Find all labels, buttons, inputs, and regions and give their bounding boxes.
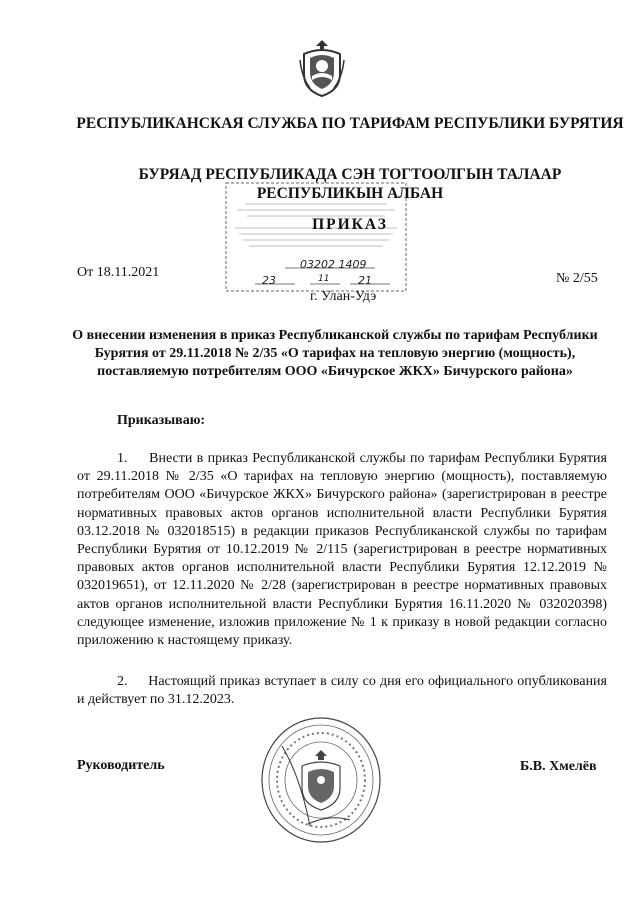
coat-of-arms-icon xyxy=(298,38,346,98)
document-city: г. Улан-Удэ xyxy=(310,289,377,304)
paragraph-2: 2. Настоящий приказ вступает в силу со дня его официального опубликования и действует по 31.12.2023. xyxy=(77,674,607,708)
stamp-reg-number: 03202 1409 xyxy=(300,258,367,271)
order-word: Приказываю: xyxy=(117,413,206,428)
document-type: ПРИКАЗ xyxy=(312,216,388,233)
paragraph-1: 1. Внести в приказ Республиканской службы по тарифам Республики Бурятия от 29.11.2018 № 2/35 «О тарифах на тепловую энергию (мощность), поставляемую потребителям ООО «Бичурское ЖКХ» Бичурского района» (зарегистрирован в реестре нормативных правовых актов органов исполнительной власти Республики Бурятия 03.12.2018 № 032018515) в редакции приказов Республиканской службы по тарифам Республики Бурятия от 10.12.2019 № 2/115 (зарегистрирован в реестре нормативных правовых актов органов исполнительной власти Республики Бурятия 12.12.2019 № 032019651), от 12.11.2020 № 2/28 (зарегистрирован в реестре нормативных правовых актов органов исполнительной власти Республики Бурятия 16.11.2020 № 032020398) следующее изменение, изложив приложение № 1 к приказу в новой редакции согласно приложению к настоящему приказу. xyxy=(77,451,607,649)
signatory-position: Руководитель xyxy=(77,758,165,773)
stamp-year: 21 xyxy=(358,274,372,287)
signatory-name: Б.В. Хмелёв xyxy=(520,759,597,774)
stamp-month: 11 xyxy=(318,274,330,284)
document-date: От 18.11.2021 xyxy=(77,265,160,280)
organization-name-ru: РЕСПУБЛИКАНСКАЯ СЛУЖБА ПО ТАРИФАМ РЕСПУБЛИКИ БУРЯТИЯ xyxy=(76,115,624,132)
document-number: № 2/55 xyxy=(556,271,598,286)
stamp-day: 23 xyxy=(262,274,276,287)
organization-name-bua: БУРЯАД РЕСПУБЛИКАДА СЭН ТОГТООЛГЫН ТАЛААР РЕСПУБЛИКЫН АЛБАН xyxy=(138,166,562,202)
official-seal-icon xyxy=(260,716,382,844)
document-title: О внесении изменения в приказ Республиканской службы по тарифам Республики Бурятия от 29.11.2018 № 2/35 «О тарифах на тепловую энергию (мощность), поставляемую потребителям ООО «Бичурское ЖКХ» Бичурского района» xyxy=(72,328,598,379)
